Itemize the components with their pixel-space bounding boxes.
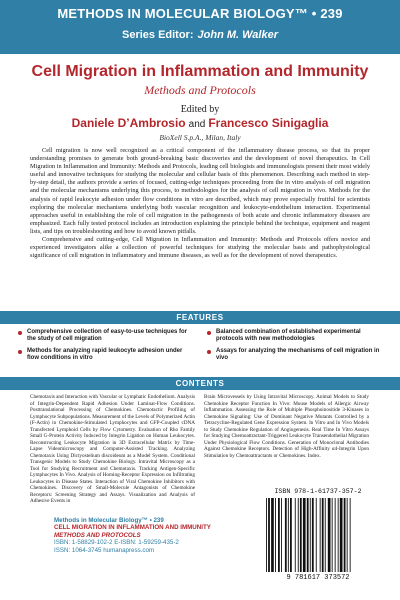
barcode-bar <box>303 498 306 572</box>
footer-title: CELL MIGRATION IN INFLAMMATION AND IMMUNITY <box>54 524 211 532</box>
barcode-digits: 9 781617 373572 <box>286 574 350 582</box>
editors-line <box>0 116 400 130</box>
barcode-bar <box>340 498 343 572</box>
description <box>30 147 370 260</box>
feature-text: Comprehensive collection of easy-to-use techniques for the study of cell migration <box>27 329 188 343</box>
features-heading: FEATURES <box>176 313 224 322</box>
barcode-bar <box>295 498 296 572</box>
contents-column: Brain Microvessels by Using Intravital Microscopy. Animal Models to Study Chemokine Receptor Function In Vivo: Mouse Models of Allergic Airway Inflammation. Assessing the Role of Multiple Phosphoinositide 3-Kinases in Chemokine Signaling: Use of Dominant Negative Mutants Controlled by a Tetracycline-Regulated Gene Expression System. In Vitro and In Vivo Models to Study Chemokine Regulation of Angiogenesis. Real Time In Vitro Assays for Studying Chemoattractant-Triggered Leukocyte Transendothelial Migration Under Physiological Flow Conditions. Generation of Monoclonal Antibodies Against Chemokine Receptors. Detection of High-Affinity α4-Integrin Upon Stimulation by Chemoattractants or Chemokines. Index. <box>204 394 369 459</box>
contents-heading: CONTENTS <box>175 379 225 388</box>
barcode-bar <box>281 498 282 572</box>
barcode-isbn-label: ISBN 978-1-61737-357-2 <box>274 488 362 495</box>
bullet-icon <box>18 350 22 354</box>
barcode <box>258 488 378 586</box>
barcode-bar <box>275 498 276 572</box>
book-subtitle: Methods and Protocols <box>144 83 256 97</box>
feature-text: Assays for analyzing the mechanisms of cell migration in vivo <box>216 347 380 362</box>
features-list <box>18 329 382 363</box>
contents-band <box>0 377 400 390</box>
editor-name: Francesco Sinigaglia <box>208 116 329 130</box>
series-title: METHODS IN MOLECULAR BIOLOGY™ • 239 <box>57 6 343 21</box>
footer-issn: ISSN: 1064-3745 humanapress.com <box>54 546 155 554</box>
barcode-bar <box>335 498 336 572</box>
feature-text: Balanced combination of established experimental protocols with new methodologies <box>216 329 361 343</box>
series-editor-label: Series Editor: <box>121 29 194 41</box>
contents-column: Chemotaxis and Interaction with Vascular or Lymphatic Endothelium. Analysis of Integrin-Dependent Rapid Adhesion Under Laminar-Flow Conditions. Posttranslational Processing of Chemokines. Chemotactic Profiling of Lymphocyte Subpopulations. Measurement of the Levels of Polymerized Actin (F-Actin) in Chemokine-Stimulated Lymphocytes and GFP-Coupled cDNA Transfected Lymphoid Cells by Flow Cytometry. Evaluation of Rho Family Small G-Protein Activity Induced by Integrin Ligation on Human Leukocytes. Reconstructing Leukocyte Migration in 3D Extracellular Matrix by Time-Lapse Videomicroscopy and Computer-Assisted Tracking. Analyzing Chemotaxis Using Dictyostelium discoideum as a Model System. Conditional Transgenic Models to Study Chemokine Biology. Intravital Microscopy as a Tool for Studying Recruitment and Chemotaxis. Tracking Antigen-Specific Lymphocytes In Vivo. Analysis of Homing-Receptor Expression on Infiltrating Leukocytes in Disease States. Interaction of Viral Chemokine Inhibitors with Chemokines. Discovery of Small-Molecule Antagonists of Chemokine Receptors: Screening Strategy and Assays. Visualization and Analysis of Adhesive Events in <box>30 394 195 504</box>
barcode-bar <box>350 498 351 572</box>
barcode-bar <box>271 498 274 572</box>
barcode-bar <box>266 498 267 572</box>
footer-isbn: ISBN: 1-58829-102-2 E-ISBN: 1-59259-435-2 <box>54 539 179 547</box>
barcode-bar <box>316 498 317 572</box>
barcode-bar <box>344 498 346 572</box>
barcode-bar <box>310 498 311 572</box>
bullet-icon <box>207 350 211 354</box>
publication-info <box>54 517 244 554</box>
barcode-bar <box>278 498 280 572</box>
editors-and: and <box>188 119 206 130</box>
bullet-icon <box>207 331 211 335</box>
barcode-icon <box>264 498 372 574</box>
editor-affiliation: BioXell S.p.A., Milan, Italy <box>159 133 241 142</box>
editor-name: Daniele D’Ambrosio <box>71 116 186 130</box>
barcode-bar <box>347 498 348 572</box>
barcode-bar <box>288 498 289 572</box>
description-paragraph: Cell migration is now well recognized as a critical component of the inflammatory disease process, so that its proper understanding promises to generate both ground-breaking basic discoveries and the development of novel therapeutics. In Cell Migration in Inflammation and Immunity: Methods and Protocols, leading cell biologists and immunologists present their most widely useful and innovative techniques for studying the molecular and cellular basis of this phenomenon. Describing each method in step-by-step detail, the authors provide a series of focused, cutting-edge techniques proceeding from the in vitro analysis of cell migration and the molecular mechanisms underlying this process, to methodologies for the analysis of cell migration in vivo. Methods for the analysis of rapid leukocyte adhesion under flow conditions in vitro are described, which may prove especially fruitful for scientists exploring the molecular mechanisms underlying both vascular recognition and leukocyte-endothelium interaction. Experimental approaches useful in establishing the role of cell migration in the pathogenesis of both acute and chronic inflammatory diseases are emphasized. Each fully tested protocol includes an introduction explaining the principle behind the technique, equipment and reagent lists, and tips on troubleshooting and how to avoid known pitfalls. <box>30 147 370 235</box>
footer-series: Methods in Molecular Biology™ • 239 <box>54 517 164 524</box>
edited-by: Edited by <box>180 104 220 115</box>
features-band <box>0 311 400 324</box>
barcode-bar <box>285 498 287 572</box>
feature-item <box>18 348 193 363</box>
series-header <box>0 0 400 54</box>
barcode-bar <box>338 498 339 572</box>
series-editor <box>0 29 400 41</box>
series-editor-name: John M. Walker <box>197 29 278 41</box>
barcode-bar <box>320 498 321 572</box>
barcode-bar <box>290 498 292 572</box>
book-title: Cell Migration in Inflammation and Immunity <box>31 63 369 80</box>
bullet-icon <box>18 331 22 335</box>
feature-item <box>207 329 382 344</box>
feature-text: Methods for analyzing rapid leukocyte adhesion under flow conditions in vitro <box>27 347 183 362</box>
barcode-bar <box>307 498 309 572</box>
barcode-bar <box>322 498 324 572</box>
footer-subtitle: METHODS AND PROTOCOLS <box>54 531 141 539</box>
barcode-bar <box>298 498 299 572</box>
barcode-bar <box>268 498 270 572</box>
barcode-bar <box>328 498 331 572</box>
barcode-bar <box>300 498 302 572</box>
barcode-bar <box>332 498 333 572</box>
barcode-bar <box>325 498 326 572</box>
feature-item <box>207 348 382 363</box>
feature-item <box>18 329 193 344</box>
barcode-bar <box>312 498 314 572</box>
description-paragraph: Comprehensive and cutting-edge, Cell Migration in Inflammation and Immunity: Methods and Protocols offers novice and experienced investigators alike a collection of powerful techniques for studying the molecular basis and pathophysiological significance of cell migration in inflammatory and immune diseases, as well as for the development of novel therapeutics. <box>30 236 370 260</box>
